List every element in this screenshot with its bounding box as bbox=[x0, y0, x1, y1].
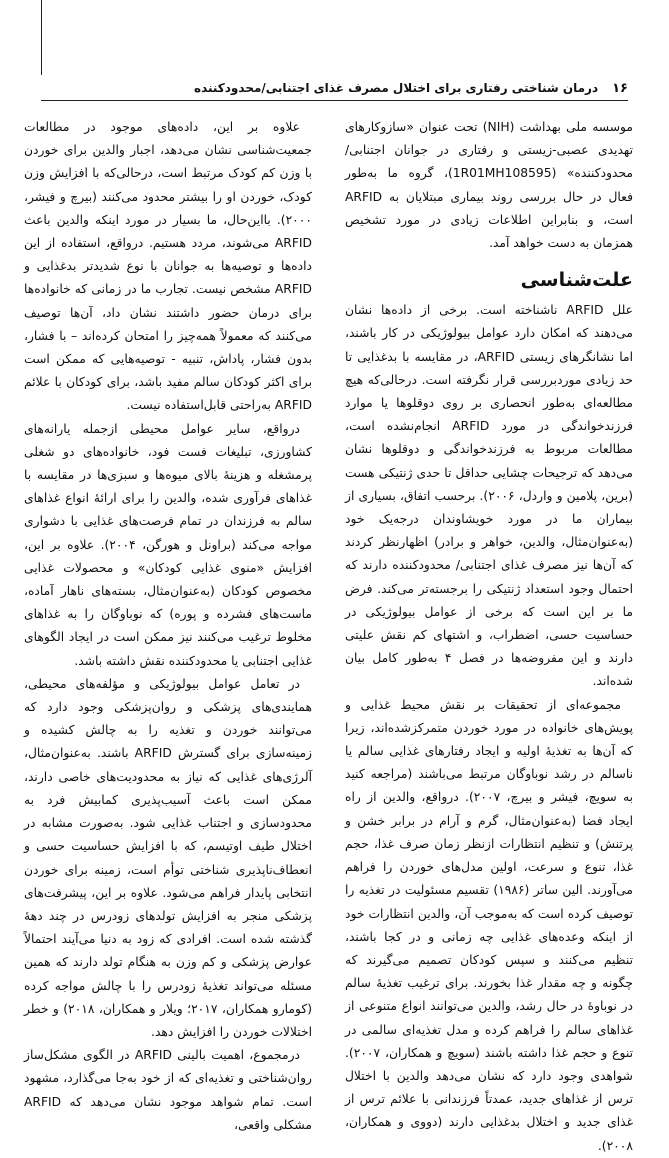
right-column bbox=[345, 116, 633, 1158]
left-paragraph-3: در تعامل عوامل بیولوژیکی و مؤلفه‌های محیطی، همایندی‌های پزشکی و روان‌پزشکی وجود دارد که می‌توانند خوردن و تغذیه را به چالش کشیده و زمینه‌سازی برای گسترش ARFID باشند. به‌عنوان‌مثال، آلرژی‌های غذایی که نیاز به محدودیت‌های خاصی دارند، ممکن است باعث آسیب‌پذیری کمابیش فرد به محدودسازی و اجتناب غذایی شود. به‌صورت مشابه در اختلال طیف اوتیسم، که با افزایش حساسیت حسی و انعطاف‌ناپذیری شناختی توأم است، زمینه برای خوردن انتخابی پایدار فراهم می‌شود. علاوه بر این، پیشرفت‌های پزشکی منجر به افزایش تولدهای زودرس در چند دههٔ گذشته شده است. افرادی که زود به دنیا می‌آیند احتمالاً عوارض پزشکی و کم وزن به هنگام تولد دارند که همین مسئله می‌تواند تغذیهٔ زودرس را با چالش مواجه کرده (کومارو همکاران، ۲۰۱۷؛ ویلار و همکاران، ۲۰۱۸) و خطر اختلالات خوردن را افزایش دهد. bbox=[24, 676, 312, 1039]
left-paragraph-2: درواقع، سایر عوامل محیطی ازجمله یارانه‌های کشاورزی، تبلیغات فست فود، خانواده‌های دو شغلی پرمشغله و هزینهٔ بالای میوه‌ها و سبزی‌ها در مقایسه با غذاهای فرآوری شده، والدین را برای ارائهٔ انواع غذاهای سالم به فرزندان در تمام فرصت‌های غذایی با دشواری مواجه می‌کند (براونل و هورگن، ۲۰۰۴). علاوه بر این، افزایش «منوی غذایی کودکان» و محصولات غذایی مخصوص کودکان (به‌عنوان‌مثال، بسته‌های ناهار آماده، ماست‌های فشرده و پوره) که نوباوگان را به غذاهای مخلوط ترغیب می‌کنند نیز ممکن است در ایجاد الگوهای غذایی اجتنابی یا محدودکننده نقش داشته باشد. bbox=[24, 421, 312, 668]
left-paragraph-4: درمجموع، اهمیت بالینی ARFID در الگوی مشکل‌ساز روان‌شناختی و تغذیه‌ای که از خود به‌جا می‌گذارد، مشهود است. تمام شواهد موجود نشان می‌دهد که ARFID مشکلی واقعی، bbox=[24, 1048, 312, 1132]
running-title: درمان شناختی رفتاری برای اختلال مصرف غذای اجتنابی/محدودکننده bbox=[193, 81, 599, 95]
running-header bbox=[41, 78, 628, 98]
etiology-paragraph-2: مجموعه‌ای از تحقیقات بر نقش محیط غذایی و پویش‌های خانواده در مورد خوردن متمرکزشده‌اند، زیرا که آن‌ها به تغذیهٔ اولیه و ایجاد رفتارهای غذایی سالم یا ناسالم در رشد نوباوگان مرتبط می‌باشند (مراجعه کنید به سویچ، فیشر و بیرچ، ۲۰۰۷). درواقع، والدین از راه ایجاد فضا (به‌عنوان‌مثال، گرم و آرام در برابر خشن و پرتنش) و تنظیم انتظارات ازنظر زمان صرف غذا، حجم غذا، تنوع و سرعت، اولین مدل‌های خوردن را فراهم می‌آورند. الین ساتر (۱۹۸۶) تقسیم مسئولیت در تغذیه را توصیف کرده است که به‌موجب آن، والدین انتظارات خود از اینکه وعده‌های غذایی چه زمانی و در کجا باشند، تنظیم می‌کنند و سپس کودکان تصمیم می‌گیرند که چگونه و چه مقدار غذا بخورند. برای ترغیب تغذیهٔ سالم در نوباوهٔ در حال رشد، والدین می‌توانند انواع متنوعی از غذاهای سالم را فراهم کرده و مدل تغذیه‌ای سالمی در تنوع و حجم غذا داشته باشند (سویچ و همکاران، ۲۰۰۷). شواهدی وجود دارد که نشان می‌دهد والدین با اختلال ترس از غذاهای جدید، عمدتاً فرزندانی با علائم ترس از غذای جدید و اختلال بدغذایی دارند (دووی و همکاران، ۲۰۰۸). bbox=[345, 697, 634, 1153]
intro-paragraph: موسسه ملی بهداشت (NIH) تحت عنوان «سازوکارهای تهدیدی عصبی-زیستی و رفتاری در جوانان اجتنابی/ محدودکننده» (1R01MH108595)، گروه ما به‌طور فعال در حال بررسی روند بیماری مبتلایان به ARFID است، و بنابراین اطلاعات زیادی در مورد تشخیص همزمان به دست خواهد آمد. bbox=[345, 120, 633, 251]
header-rule bbox=[41, 100, 628, 101]
page-number: ۱۶ bbox=[612, 80, 628, 96]
margin-line bbox=[41, 0, 42, 75]
etiology-paragraph-1: علل ARFID ناشناخته است. برخی از داده‌ها نشان می‌دهند که امکان دارد عوامل بیولوژیکی در کار باشند، اما نشانگرهای زیستی ARFID، در مقایسه با بدغذایی تا حد زیادی موردبررسی قرار نگرفته است. درحالی‌که هیچ مطالعه‌ای به‌طور انحصاری بر روی دوقلوها یا موارد فرزندخواندگی در مورد ARFID انجام‌نشده است، مطالعات مربوط به فرزندخواندگی و دوقلوها نشان می‌دهد که ترجیحات چشایی حداقل تا حدی ژنتیکی هست (برین، پلامین و واردل، ۲۰۰۶). برحسب اتفاق، بسیاری از بیماران ما در مورد خویشاوندان درجه‌یک خود (به‌عنوان‌مثال، والدین، خواهر و برادر) اظهارنظر کردند که آن‌ها نیز مصرف غذای اجتنابی/ محدودکننده دارند که احتمال وجود استعداد ژنتیکی را برجسته‌تر می‌کند. فرض ما بر این است که برخی از عوامل بیولوژیکی در حساسیت حسی، اضطراب، و اشتهای کم نقش علیتی دارند و این مفروضه‌ها در فصل ۴ به‌طور کامل بیان شده‌اند. bbox=[345, 303, 634, 689]
section-heading: علت‌شناسی bbox=[520, 269, 633, 292]
left-column bbox=[24, 116, 312, 1137]
left-paragraph-1: علاوه بر این، داده‌های موجود در مطالعات جمعیت‌شناسی نشان می‌دهد، اجبار والدین برای خوردن با وزن کم کودک مرتبط است، درحالی‌که با افزایش وزن کودک، خوردن او را بیشتر محدود می‌کنند (بیرچ و فیشر، ۲۰۰۰). بااین‌حال، ما بسیار در مورد اینکه والدین باعث ARFID می‌شوند، مردد هستیم. درواقع، استفاده از این داده‌ها و توصیه‌ها به جوانان با نوع شدیدتر بدغذایی و ARFID مشخص نیست. تجارب ما در زمانی که خانواده‌ها برای درمان حضور داشتند نشان داد، آن‌ها توصیف می‌کنند که معمولاً همه‌چیز را امتحان کرده‌اند – با فشار، بدون فشار، پاداش، تنبیه - توصیه‌هایی که ممکن است برای اکثر کودکان سالم مفید باشد، برای کودکان با علائم ARFID به‌راحتی قابل‌استفاده نیست. bbox=[24, 120, 312, 413]
